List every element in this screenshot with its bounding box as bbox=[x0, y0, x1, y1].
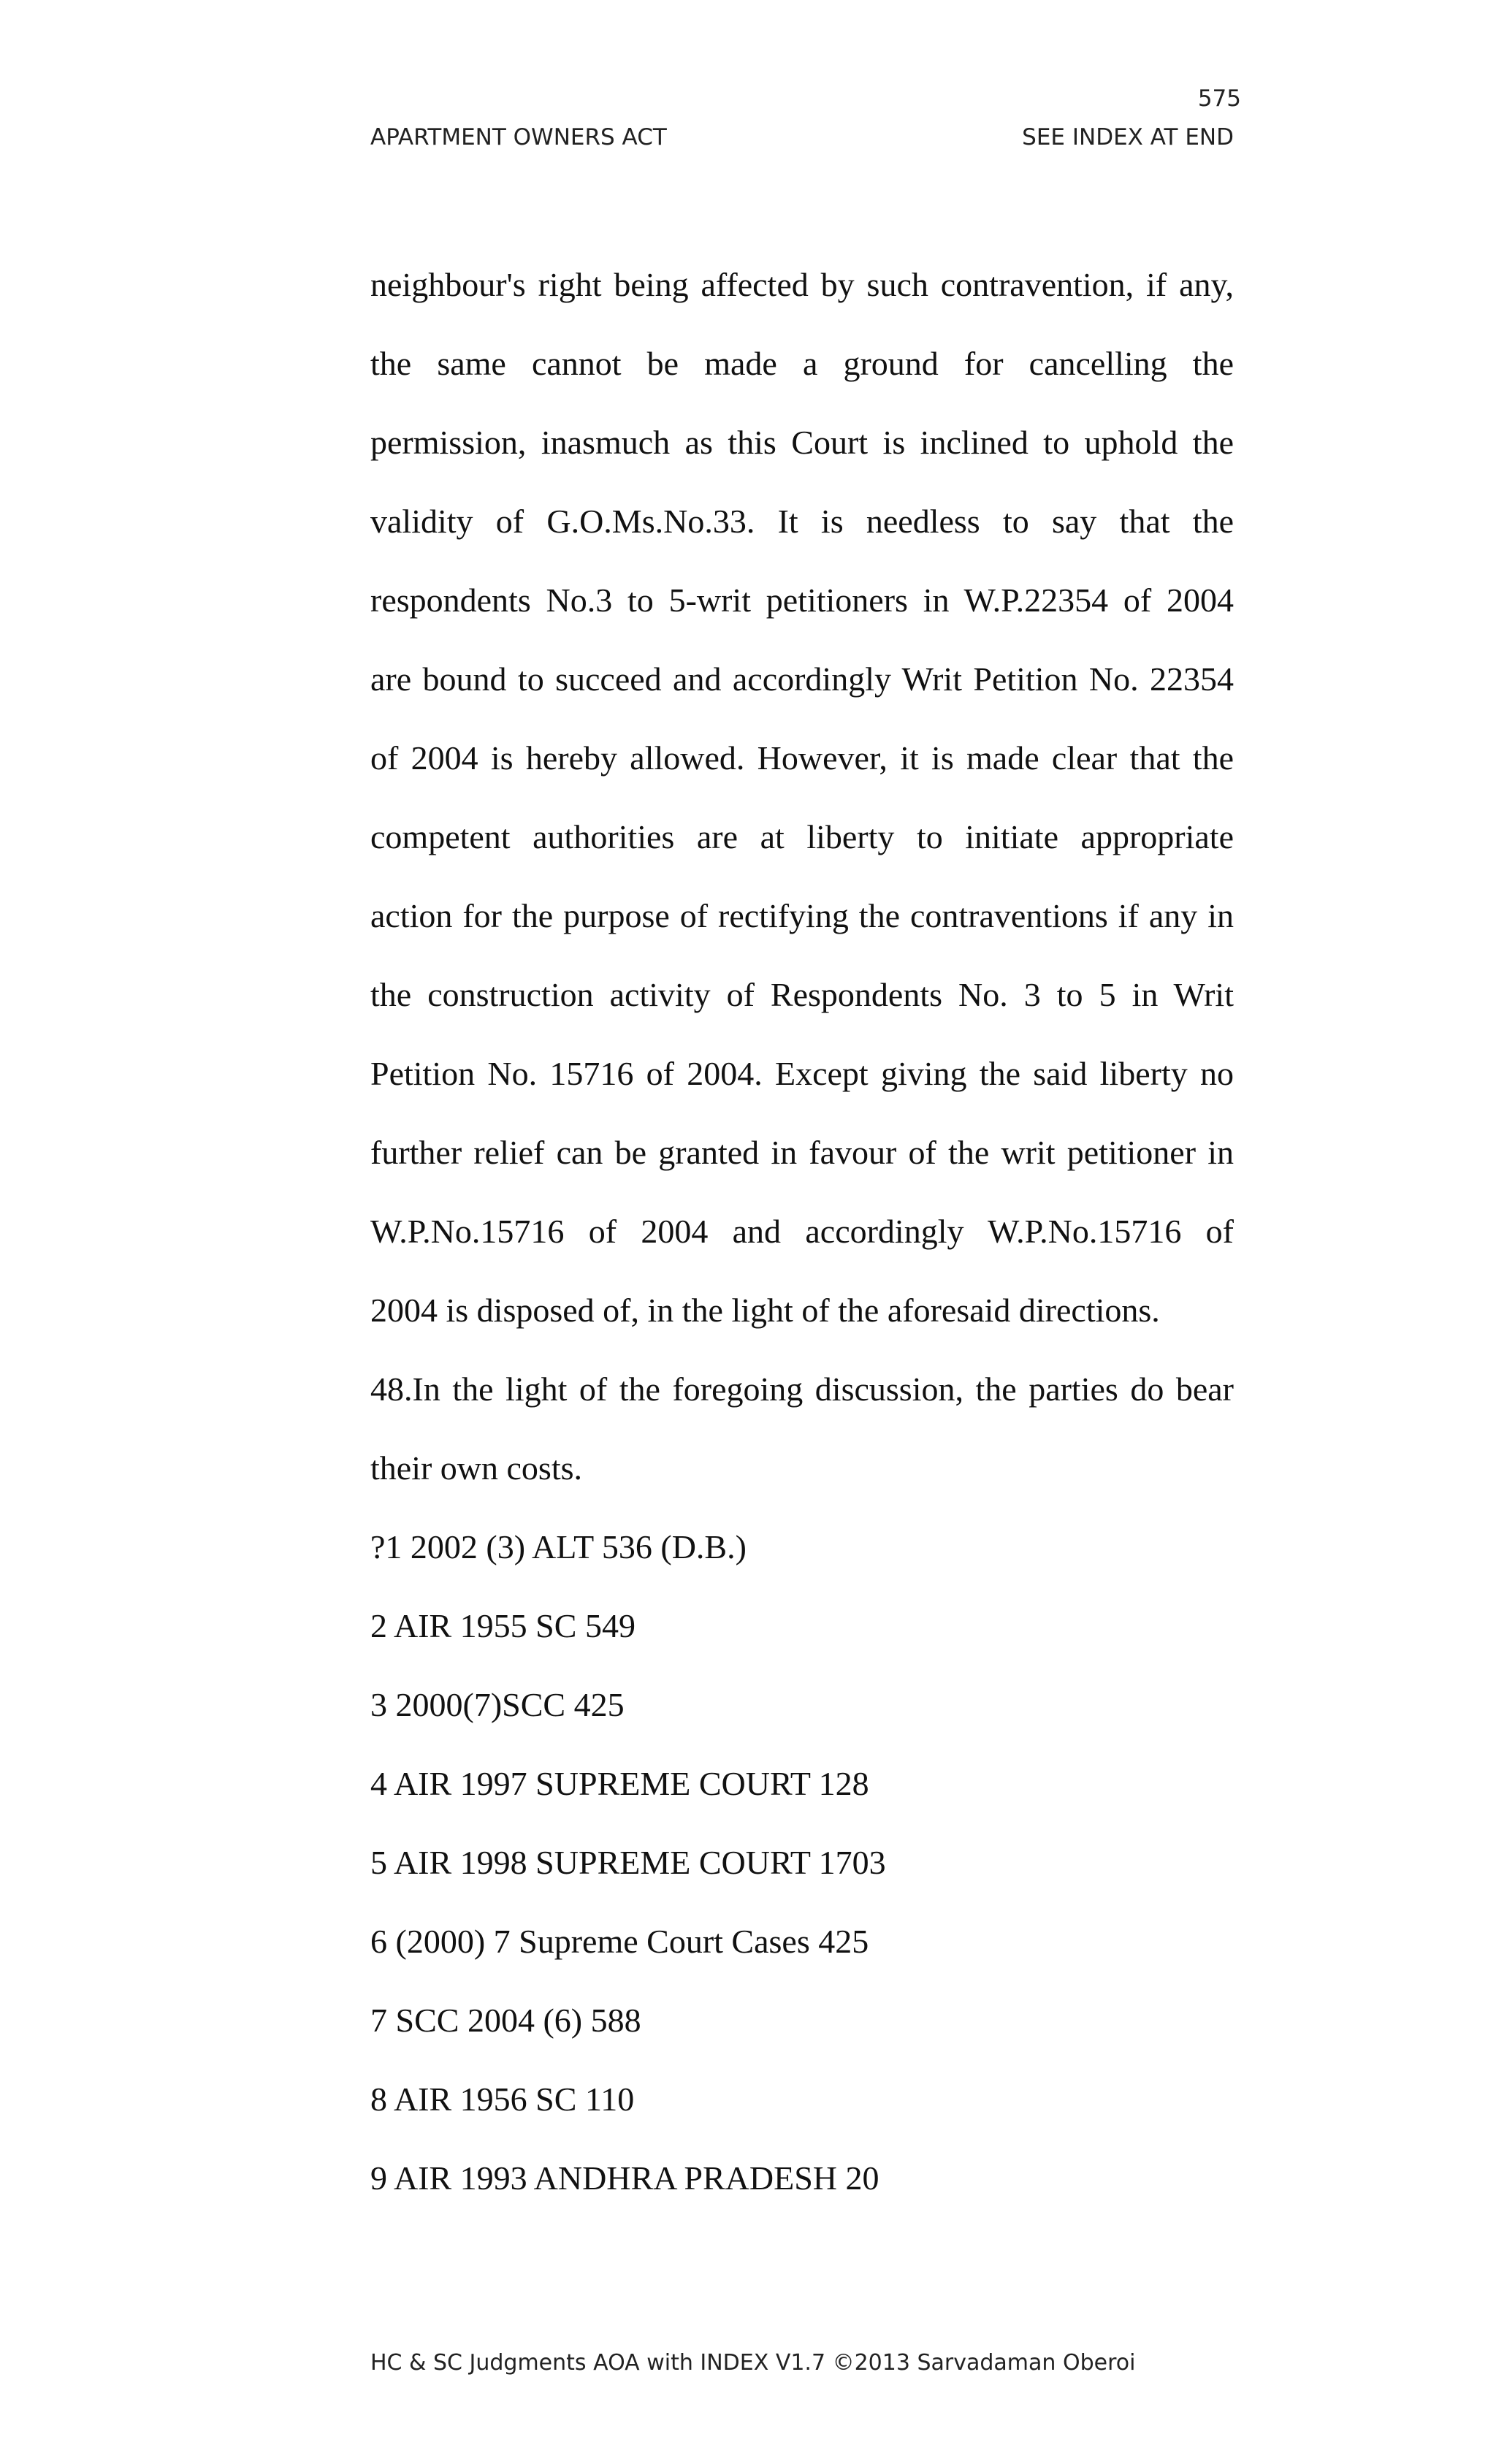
page-footer: HC & SC Judgments AOA with INDEX V1.7 ©2013 Sarvadaman Oberoi bbox=[370, 2350, 1136, 2376]
paragraph-48-line: their own costs. bbox=[370, 1449, 583, 1487]
body-line: are bound to succeed and accordingly Writ Petition No. 22354 bbox=[370, 660, 1234, 698]
page-number: 575 bbox=[1197, 85, 1241, 112]
footnote-item: 4 AIR 1997 SUPREME COURT 128 bbox=[370, 1765, 869, 1802]
body-line: action for the purpose of rectifying the contraventions if any in bbox=[370, 897, 1234, 934]
footnote-item: 5 AIR 1998 SUPREME COURT 1703 bbox=[370, 1844, 886, 1881]
body-line: validity of G.O.Ms.No.33. It is needless to say that the bbox=[370, 503, 1234, 540]
body-line: further relief can be granted in favour of the writ petitioner in bbox=[370, 1134, 1234, 1171]
body-line: the construction activity of Respondents No. 3 to 5 in Writ bbox=[370, 976, 1234, 1013]
body-line: of 2004 is hereby allowed. However, it is made clear that the bbox=[370, 739, 1234, 777]
body-line: the same cannot be made a ground for cancelling the bbox=[370, 345, 1234, 382]
body-line: competent authorities are at liberty to initiate appropriate bbox=[370, 818, 1234, 855]
header-left-title: APARTMENT OWNERS ACT bbox=[370, 124, 667, 150]
footnote-item: 6 (2000) 7 Supreme Court Cases 425 bbox=[370, 1923, 869, 1960]
footnote-item: 9 AIR 1993 ANDHRA PRADESH 20 bbox=[370, 2159, 879, 2197]
header-right-title: SEE INDEX AT END bbox=[1022, 124, 1234, 150]
footnote-item: ?1 2002 (3) ALT 536 (D.B.) bbox=[370, 1528, 747, 1565]
running-header bbox=[370, 126, 1234, 149]
body-line: permission, inasmuch as this Court is inclined to uphold the bbox=[370, 424, 1234, 461]
body-line: W.P.No.15716 of 2004 and accordingly W.P.No.15716 of bbox=[370, 1213, 1234, 1250]
body-line: Petition No. 15716 of 2004. Except giving the said liberty no bbox=[370, 1055, 1234, 1092]
judgment-body bbox=[370, 259, 1234, 1522]
footnote-item: 7 SCC 2004 (6) 588 bbox=[370, 2002, 641, 2039]
footnote-item: 3 2000(7)SCC 425 bbox=[370, 1686, 625, 1723]
footnote-list bbox=[370, 1522, 1234, 2232]
body-line: respondents No.3 to 5-writ petitioners in W.P.22354 of 2004 bbox=[370, 581, 1234, 619]
body-line: neighbour's right being affected by such contravention, if any, bbox=[370, 266, 1234, 303]
footnote-item: 8 AIR 1956 SC 110 bbox=[370, 2080, 635, 2118]
paragraph-48-line: 48.In the light of the foregoing discussion, the parties do bear bbox=[370, 1370, 1234, 1408]
footnote-item: 2 AIR 1955 SC 549 bbox=[370, 1607, 636, 1644]
body-line: 2004 is disposed of, in the light of the aforesaid directions. bbox=[370, 1292, 1160, 1329]
